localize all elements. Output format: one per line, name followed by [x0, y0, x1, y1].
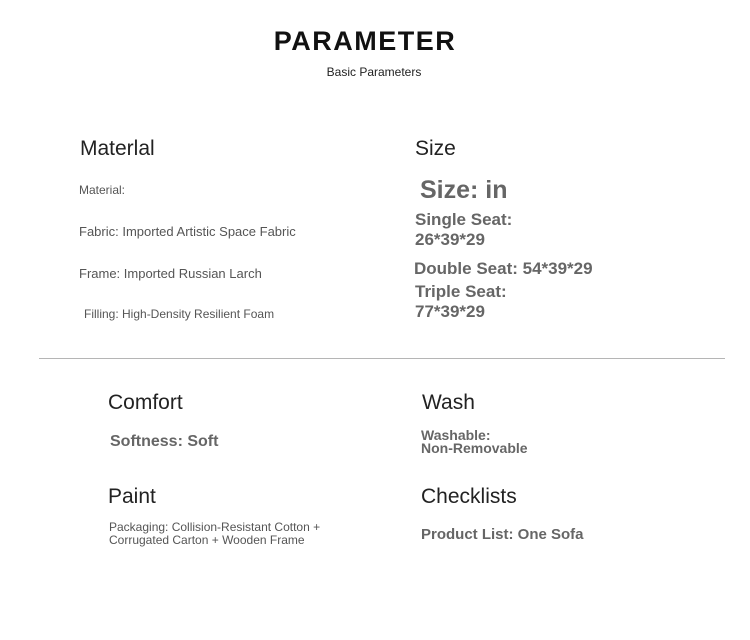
page-subtitle: Basic Parameters — [326, 65, 422, 79]
frame-spec: Frame: Imported Russian Larch — [79, 266, 262, 281]
double-seat-dimensions: Double Seat: 54*39*29 — [414, 259, 593, 278]
softness-spec: Softness: Soft — [110, 433, 219, 450]
product-list-spec: Product List: One Sofa — [421, 526, 584, 543]
washable-value: Non-Removable — [421, 440, 528, 456]
paint-heading: Paint — [108, 485, 156, 508]
packaging-line-1: Packaging: Collision-Resistant Cotton + — [109, 520, 321, 534]
triple-seat-label: Triple Seat: — [415, 282, 507, 301]
single-seat-dimensions: 26*39*29 — [415, 230, 485, 249]
checklists-heading: Checklists — [421, 485, 517, 508]
fabric-spec: Fabric: Imported Artistic Space Fabric — [79, 224, 296, 239]
section-divider — [39, 358, 725, 359]
filling-spec: Filling: High-Density Resilient Foam — [84, 307, 275, 321]
packaging-line-2: Corrugated Carton + Wooden Frame — [109, 533, 305, 547]
washable-label: Washable: — [421, 427, 491, 443]
material-label: Material: — [79, 183, 126, 197]
page-title: PARAMETER — [273, 26, 457, 56]
material-heading: Materlal — [80, 137, 155, 160]
size-heading: Size — [415, 137, 456, 160]
size-unit: Size: in — [420, 176, 508, 204]
wash-heading: Wash — [422, 391, 475, 414]
comfort-heading: Comfort — [108, 391, 183, 414]
single-seat-label: Single Seat: — [415, 210, 513, 229]
triple-seat-dimensions: 77*39*29 — [415, 302, 485, 321]
